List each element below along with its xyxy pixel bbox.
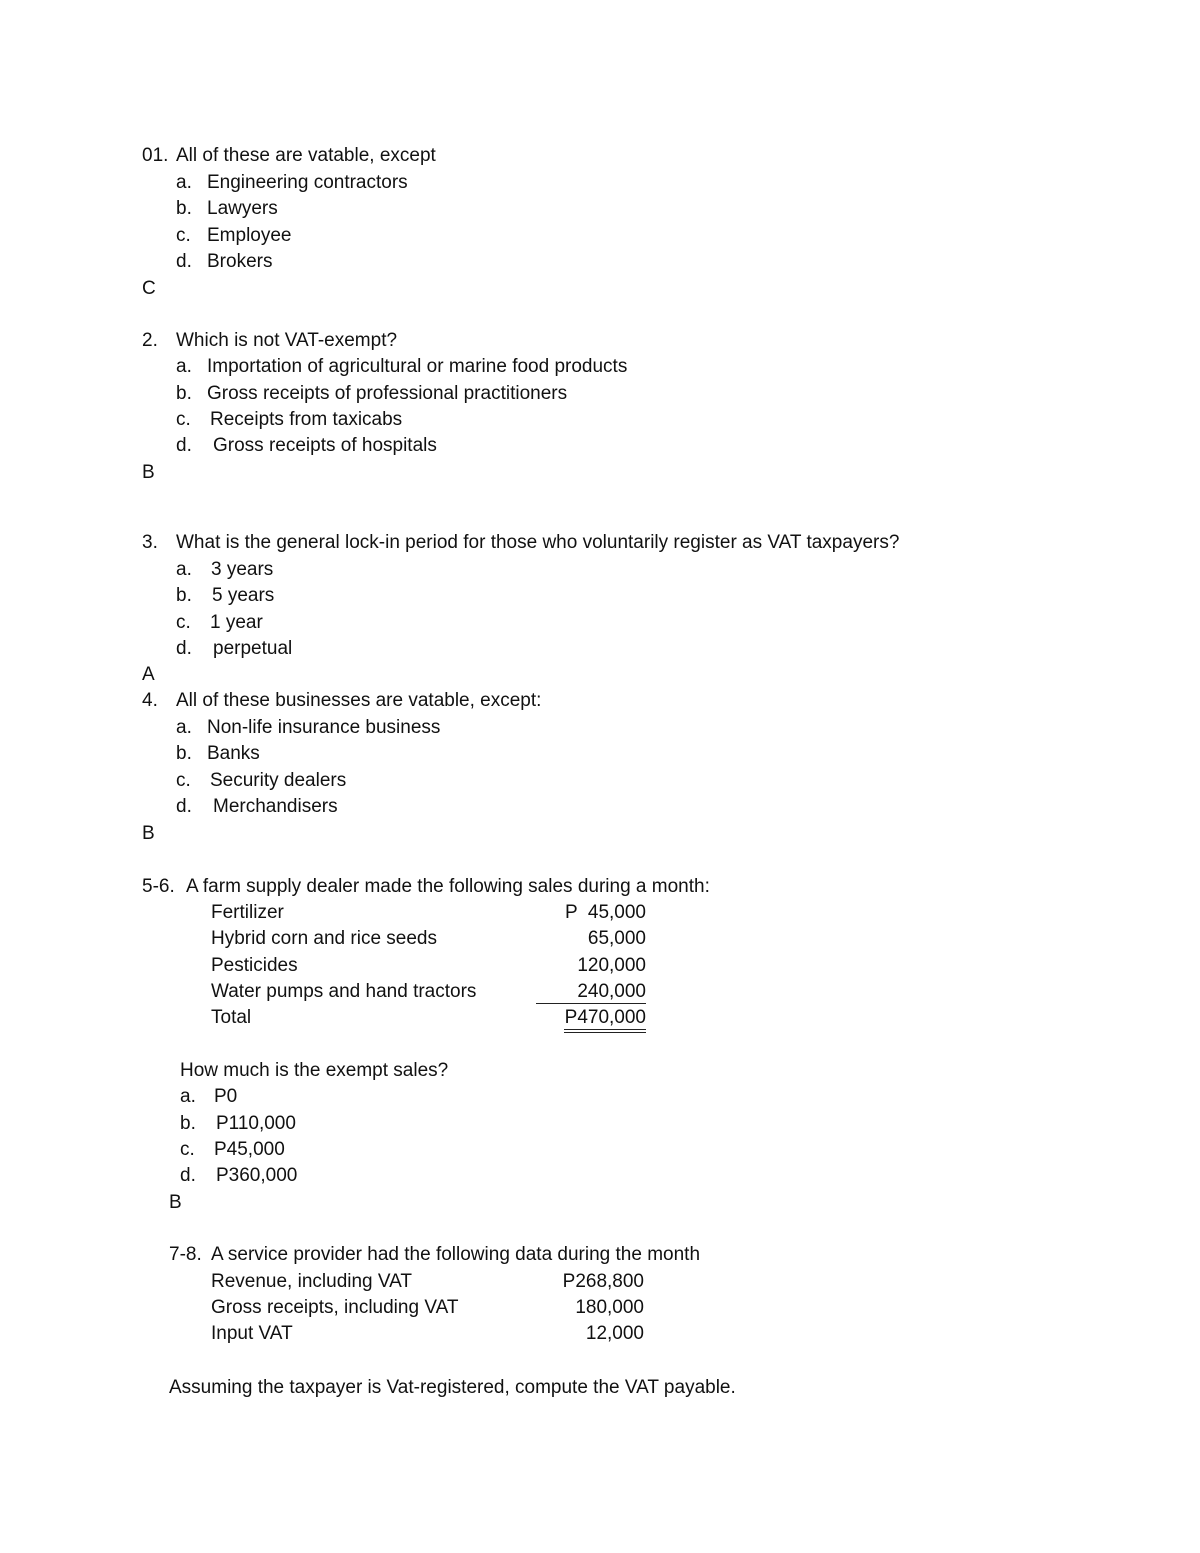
option-text: P110,000 <box>216 1113 296 1134</box>
option-text: Receipts from taxicabs <box>210 409 403 430</box>
question-text: A farm supply dealer made the following sales during a month: <box>186 876 710 897</box>
table-item: Water pumps and hand tractors <box>211 981 477 1002</box>
option-text: 1 year <box>210 612 263 633</box>
answer-key: A <box>142 664 155 685</box>
option-text: Brokers <box>207 251 273 272</box>
option-letter: d. <box>176 251 192 272</box>
option-letter: a. <box>176 559 192 580</box>
table-amount: 65,000 <box>587 928 646 949</box>
option-letter: b. <box>176 198 192 219</box>
table-amount: 240,000 <box>536 981 646 1004</box>
option-text: Lawyers <box>207 198 278 219</box>
table-item: Pesticides <box>211 955 298 976</box>
option-text: 5 years <box>212 585 275 606</box>
option-letter: c. <box>176 770 191 791</box>
option-text: Importation of agricultural or marine food products <box>207 356 628 377</box>
question-text: All of these are vatable, except <box>176 145 436 166</box>
option-letter: d. <box>180 1165 196 1186</box>
option-text: Gross receipts of hospitals <box>213 435 437 456</box>
option-letter: c. <box>176 225 191 246</box>
option-letter: b. <box>176 383 192 404</box>
table-item: Fertilizer <box>211 902 284 923</box>
option-text: Non-life insurance business <box>207 717 441 738</box>
sub-question-text: How much is the exempt sales? <box>180 1060 449 1081</box>
option-text: Security dealers <box>210 770 347 791</box>
answer-key: B <box>169 1192 182 1213</box>
sub-question-text: Assuming the taxpayer is Vat-registered, compute the VAT payable. <box>169 1377 736 1398</box>
table-item: Total <box>211 1007 252 1028</box>
option-letter: a. <box>180 1086 196 1107</box>
answer-key: C <box>142 278 156 299</box>
question-number: 01. <box>142 145 169 166</box>
table-item: Revenue, including VAT <box>211 1271 413 1292</box>
answer-key: B <box>142 823 155 844</box>
table-amount: 12,000 <box>585 1323 644 1344</box>
question-text: Which is not VAT-exempt? <box>176 330 398 351</box>
table-total: P470,000 <box>564 1007 646 1033</box>
question-text: All of these businesses are vatable, except: <box>176 690 542 711</box>
table-amount: 180,000 <box>575 1297 644 1318</box>
table-amount: P 45,000 <box>564 902 646 923</box>
table-amount: P268,800 <box>562 1271 644 1292</box>
option-letter: b. <box>180 1113 196 1134</box>
question-text: What is the general lock-in period for those who voluntarily register as VAT taxpayers? <box>176 532 900 553</box>
option-text: Banks <box>207 743 260 764</box>
option-letter: a. <box>176 172 192 193</box>
option-letter: b. <box>176 585 192 606</box>
question-number: 4. <box>142 690 158 711</box>
option-letter: c. <box>176 612 191 633</box>
option-letter: a. <box>176 356 192 377</box>
option-text: Employee <box>207 225 292 246</box>
question-number: 7-8. <box>169 1244 202 1265</box>
option-text: P0 <box>214 1086 238 1107</box>
table-amount: 120,000 <box>577 955 646 976</box>
option-text: Engineering contractors <box>207 172 408 193</box>
option-text: Merchandisers <box>213 796 338 817</box>
option-letter: b. <box>176 743 192 764</box>
option-text: perpetual <box>213 638 293 659</box>
option-letter: d. <box>176 796 192 817</box>
option-letter: c. <box>176 409 191 430</box>
table-item: Input VAT <box>211 1323 293 1344</box>
option-text: P45,000 <box>214 1139 285 1160</box>
option-letter: c. <box>180 1139 195 1160</box>
table-item: Hybrid corn and rice seeds <box>211 928 437 949</box>
option-text: P360,000 <box>216 1165 298 1186</box>
option-letter: a. <box>176 717 192 738</box>
question-number: 3. <box>142 532 158 553</box>
table-item: Gross receipts, including VAT <box>211 1297 459 1318</box>
question-number: 5-6. <box>142 876 175 897</box>
option-letter: d. <box>176 435 192 456</box>
option-letter: d. <box>176 638 192 659</box>
question-number: 2. <box>142 330 158 351</box>
option-text: 3 years <box>211 559 274 580</box>
question-text: A service provider had the following data during the month <box>211 1244 701 1265</box>
answer-key: B <box>142 462 155 483</box>
option-text: Gross receipts of professional practitioners <box>207 383 568 404</box>
